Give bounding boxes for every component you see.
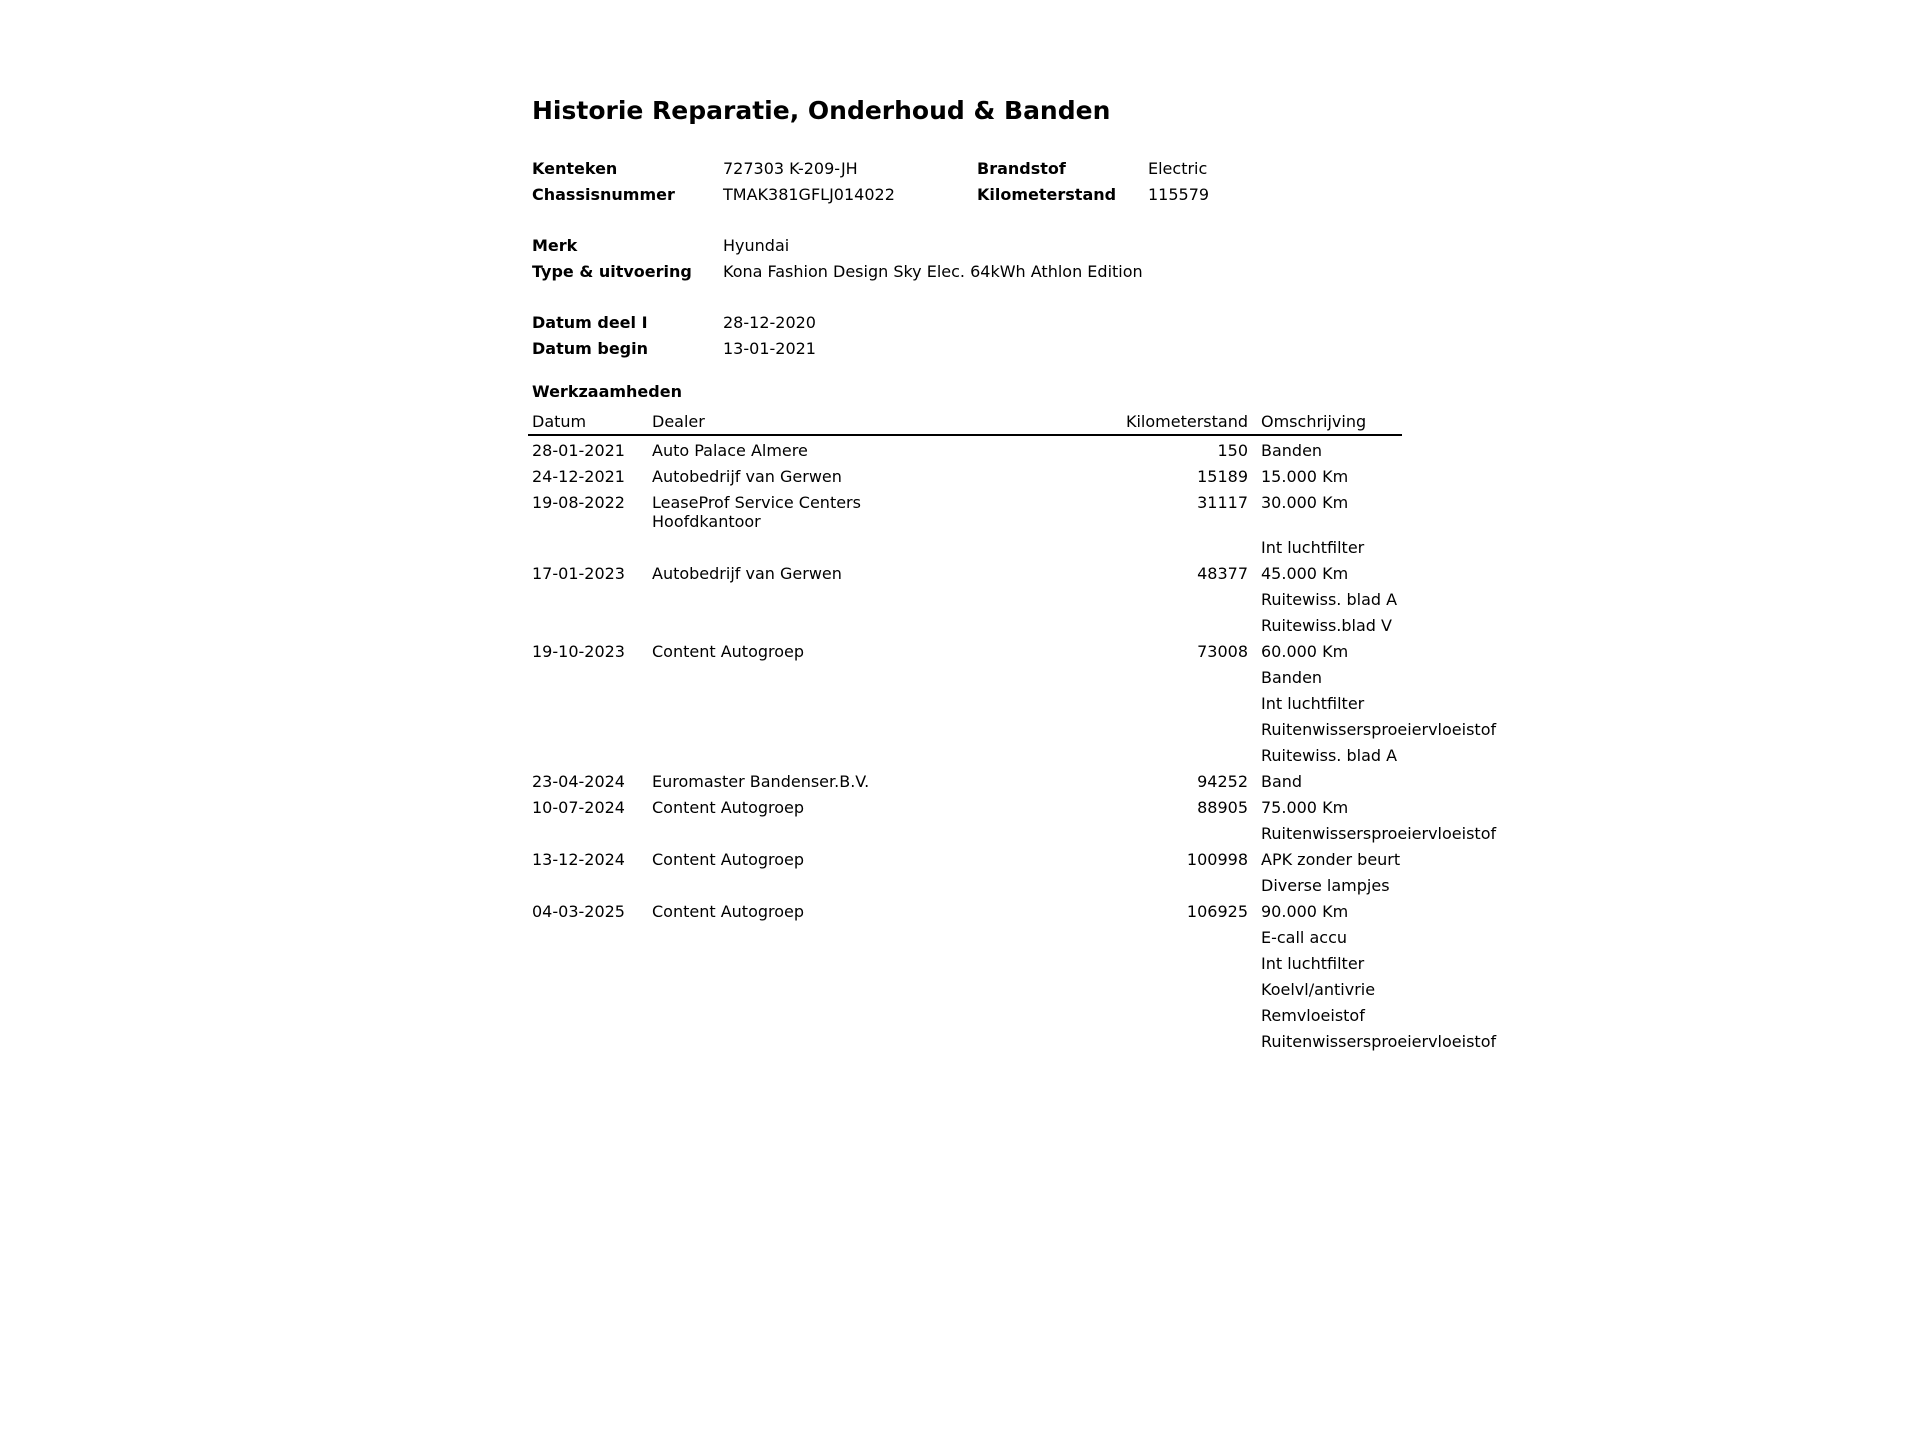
cell-omschrijving: 90.000 Km (1261, 902, 1349, 921)
type-value: Kona Fashion Design Sky Elec. 64kWh Athlon Edition (723, 262, 1143, 281)
cell-kilometerstand: 15189 (1197, 467, 1248, 486)
merk-label: Merk (532, 236, 578, 255)
header-datum: Datum (532, 412, 587, 431)
table-row (528, 846, 1402, 872)
datum-deel-label: Datum deel I (532, 313, 648, 332)
cell-kilometerstand: 100998 (1186, 850, 1248, 869)
cell-dealer: Autobedrijf van Gerwen (652, 467, 842, 486)
cell-omschrijving: Int luchtfilter (1261, 954, 1365, 973)
cell-omschrijving: E-call accu (1261, 928, 1347, 947)
cell-datum: 13-12-2024 (532, 850, 625, 869)
header-dealer: Dealer (652, 412, 705, 431)
cell-dealer: Content Autogroep (652, 798, 805, 817)
cell-omschrijving: Ruitewiss. blad A (1261, 590, 1398, 609)
cell-omschrijving: Banden (1261, 668, 1323, 687)
chassis-value: TMAK381GFLJ014022 (723, 185, 895, 204)
kenteken-value: 727303 K-209-JH (723, 159, 858, 178)
table-row (528, 872, 1402, 898)
cell-datum: 10-07-2024 (532, 798, 625, 817)
cell-datum: 17-01-2023 (532, 564, 625, 583)
cell-kilometerstand: 150 (1217, 441, 1248, 460)
cell-kilometerstand: 88905 (1197, 798, 1248, 817)
cell-omschrijving: Ruitewiss.blad V (1261, 616, 1392, 635)
brandstof-label: Brandstof (977, 159, 1066, 178)
table-body (528, 437, 1497, 1054)
brandstof-value: Electric (1148, 159, 1208, 178)
table-row (528, 690, 1402, 716)
cell-dealer: Auto Palace Almere (652, 441, 808, 460)
cell-dealer: LeaseProf Service Centers Hoofdkantoor (652, 493, 861, 531)
datum-begin-value: 13-01-2021 (723, 339, 816, 358)
cell-omschrijving: Int luchtfilter (1261, 694, 1365, 713)
page-title: Historie Reparatie, Onderhoud & Banden (532, 96, 1111, 125)
cell-omschrijving: Int luchtfilter (1261, 538, 1365, 557)
cell-omschrijving: Banden (1261, 441, 1323, 460)
table-row (528, 768, 1402, 794)
table-row (528, 924, 1402, 950)
cell-omschrijving: Band (1261, 772, 1303, 791)
table-row (528, 664, 1402, 690)
table-row (528, 534, 1402, 560)
table-row (528, 1002, 1402, 1028)
table-row (528, 612, 1402, 638)
table-row (528, 638, 1402, 664)
table-row (528, 820, 1497, 846)
header-omschrijving: Omschrijving (1261, 412, 1367, 431)
cell-omschrijving: 30.000 Km (1261, 493, 1349, 512)
table-row (528, 976, 1402, 1002)
cell-dealer: Content Autogroep (652, 902, 805, 921)
header-kilometerstand: Kilometerstand (1125, 412, 1248, 431)
table-row (528, 1028, 1497, 1054)
datum-deel-value: 28-12-2020 (723, 313, 816, 332)
kenteken-label: Kenteken (532, 159, 618, 178)
cell-omschrijving: Koelvl/antivrie (1261, 980, 1376, 999)
cell-omschrijving: Ruitenwissersproeiervloeistof (1261, 720, 1497, 739)
table-row (528, 437, 1402, 463)
cell-omschrijving: 45.000 Km (1261, 564, 1349, 583)
cell-omschrijving: Diverse lampjes (1261, 876, 1390, 895)
datum-begin-label: Datum begin (532, 339, 648, 358)
cell-omschrijving: APK zonder beurt (1261, 850, 1401, 869)
cell-datum: 19-10-2023 (532, 642, 625, 661)
cell-dealer: Euromaster Bandenser.B.V. (652, 772, 870, 791)
cell-datum: 04-03-2025 (532, 902, 625, 921)
table-row (528, 586, 1402, 612)
cell-datum: 19-08-2022 (532, 493, 625, 512)
cell-datum: 24-12-2021 (532, 467, 625, 486)
table-row (528, 794, 1402, 820)
chassis-label: Chassisnummer (532, 185, 675, 204)
table-row (528, 463, 1402, 489)
cell-omschrijving: 60.000 Km (1261, 642, 1349, 661)
type-label: Type & uitvoering (532, 262, 692, 281)
cell-kilometerstand: 31117 (1197, 493, 1248, 512)
cell-kilometerstand: 73008 (1197, 642, 1248, 661)
cell-omschrijving: Ruitenwissersproeiervloeistof (1261, 824, 1497, 843)
table-row (528, 742, 1402, 768)
cell-dealer: Content Autogroep (652, 642, 805, 661)
cell-omschrijving: Remvloeistof (1261, 1006, 1365, 1025)
kilometerstand-label: Kilometerstand (977, 185, 1117, 204)
table-row (528, 898, 1402, 924)
werkzaamheden-heading: Werkzaamheden (532, 382, 682, 401)
cell-omschrijving: Ruitewiss. blad A (1261, 746, 1398, 765)
cell-kilometerstand: 106925 (1186, 902, 1248, 921)
table-row (528, 560, 1402, 586)
cell-dealer: Content Autogroep (652, 850, 805, 869)
cell-kilometerstand: 48377 (1197, 564, 1248, 583)
cell-datum: 23-04-2024 (532, 772, 625, 791)
cell-omschrijving: 75.000 Km (1261, 798, 1349, 817)
merk-value: Hyundai (723, 236, 790, 255)
work-history-table (528, 410, 1497, 1054)
table-row (528, 950, 1402, 976)
cell-kilometerstand: 94252 (1197, 772, 1248, 791)
kilometerstand-value: 115579 (1148, 185, 1210, 204)
table-row (528, 716, 1497, 742)
cell-dealer: Autobedrijf van Gerwen (652, 564, 842, 583)
cell-datum: 28-01-2021 (532, 441, 625, 460)
table-row (528, 489, 1402, 534)
table-header (528, 410, 1402, 436)
cell-omschrijving: Ruitenwissersproeiervloeistof (1261, 1032, 1497, 1051)
cell-omschrijving: 15.000 Km (1261, 467, 1349, 486)
